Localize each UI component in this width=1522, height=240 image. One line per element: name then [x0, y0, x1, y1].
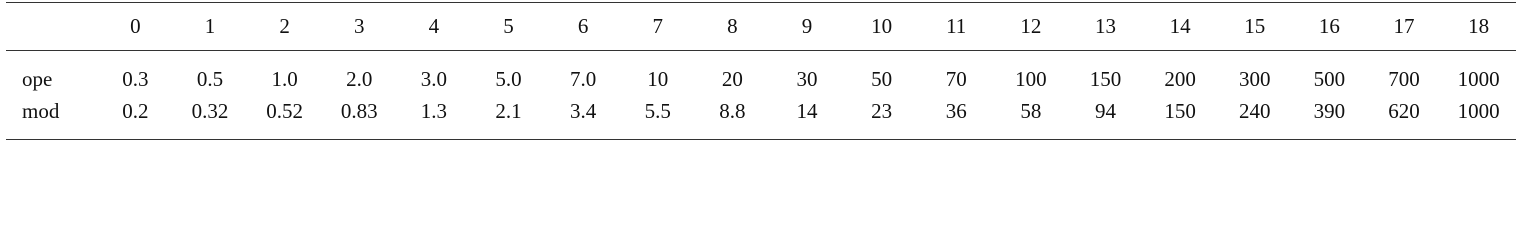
table-cell: 5.5: [620, 95, 695, 140]
table-cell: 300: [1238, 67, 1271, 91]
table-cell: 200: [1164, 67, 1196, 91]
table-cell: 0.5: [196, 67, 224, 91]
data-table: [6, 2, 1516, 140]
table-row: [6, 51, 1516, 96]
table-cell: 94: [1068, 95, 1143, 140]
header-cell: 6: [546, 3, 621, 51]
header-cell: 7: [620, 3, 695, 51]
header-cell: 4: [397, 3, 472, 51]
table-cell: 0.2: [98, 95, 173, 140]
header-cell: 12: [994, 3, 1069, 51]
header-cell: 15: [1217, 3, 1292, 51]
table-cell: 2.1: [471, 95, 546, 140]
table-row: [6, 95, 1516, 140]
table-cell: 1.3: [397, 95, 472, 140]
table-cell: 23: [844, 95, 919, 140]
header-cell: 10: [844, 3, 919, 51]
table-cell: 10: [647, 67, 669, 91]
table-cell: 7.0: [569, 67, 597, 91]
table-cell: 1000: [1457, 67, 1500, 91]
header-row: [6, 3, 1516, 51]
table-cell: 390: [1292, 95, 1367, 140]
table-cell: 30: [796, 67, 818, 91]
header-cell: 2: [247, 3, 322, 51]
header-cell: 11: [919, 3, 994, 51]
table-cell: 3.4: [546, 95, 621, 140]
table-cell: 3.0: [420, 67, 447, 91]
header-cell: 0: [98, 3, 173, 51]
table-cell: 0.52: [247, 95, 322, 140]
table-cell: 700: [1388, 67, 1420, 91]
header-cell: 9: [770, 3, 845, 51]
header-cell: 1: [173, 3, 248, 51]
table-cell: 8.8: [695, 95, 770, 140]
header-cell: 3: [322, 3, 397, 51]
table-cell: 50: [871, 67, 893, 91]
table-cell: 0.3: [122, 67, 149, 91]
table-cell: 5.0: [495, 67, 522, 91]
table-cell: 20: [721, 67, 743, 91]
header-cell: 14: [1143, 3, 1218, 51]
header-cell-corner: [6, 3, 98, 51]
table-cell: 14: [770, 95, 845, 140]
table-cell: 70: [945, 67, 967, 91]
header-cell: 18: [1441, 3, 1516, 51]
table-cell: 58: [994, 95, 1069, 140]
table-cell: 1000: [1441, 95, 1516, 140]
table-cell: 240: [1217, 95, 1292, 140]
header-cell: 13: [1068, 3, 1143, 51]
row-label: ope: [22, 67, 53, 91]
header-cell: 8: [695, 3, 770, 51]
table-cell: 620: [1367, 95, 1442, 140]
row-label: mod: [6, 95, 98, 140]
table-cell: 2.0: [346, 67, 373, 91]
table-cell: 100: [1015, 67, 1047, 91]
table-cell: 150: [1089, 67, 1122, 91]
header-cell: 16: [1292, 3, 1367, 51]
table-cell: 150: [1143, 95, 1218, 140]
table-cell: 500: [1313, 67, 1346, 91]
header-cell: 5: [471, 3, 546, 51]
table-cell: 36: [919, 95, 994, 140]
table-cell: 1.0: [271, 67, 298, 91]
table-cell: 0.32: [173, 95, 248, 140]
header-cell: 17: [1367, 3, 1442, 51]
table-cell: 0.83: [322, 95, 397, 140]
